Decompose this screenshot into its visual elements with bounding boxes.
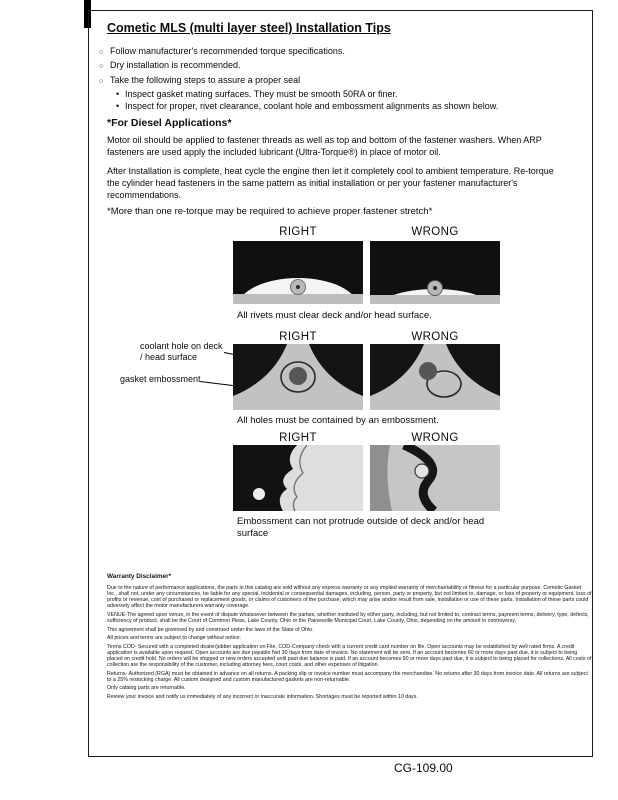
list-item-text: Take the following steps to assure a proper seal [110, 74, 301, 85]
disclaimer-heading: Warranty Disclaimer* [107, 573, 172, 580]
embossment-wrong-diagram [370, 445, 500, 511]
list-item [99, 45, 587, 59]
hollow-bullet-icon: ○ [99, 63, 104, 71]
diesel-applications-heading: *For Diesel Applications* [107, 117, 232, 129]
sub-list-item [99, 100, 587, 112]
list-item [99, 74, 587, 88]
list-item-text: Follow manufacturer's recommended torque specifications. [110, 46, 345, 56]
diagram-row1-labels [233, 226, 500, 238]
list-item [99, 59, 587, 73]
hollow-bullet-icon: ○ [99, 49, 104, 56]
retorque-note: *More than one re-torque may be required to achieve proper fastener stretch* [107, 206, 433, 217]
hollow-bullet-icon: ○ [99, 77, 104, 85]
rivet-right-diagram [233, 241, 363, 304]
diagram-row3-labels [233, 432, 500, 444]
wrong-label: WRONG [411, 432, 459, 444]
diagram-row2-panels [233, 344, 500, 410]
page-code: CG-109.00 [394, 761, 453, 775]
page-title: Cometic MLS (multi layer steel) Installation Tips [107, 21, 391, 35]
disclaimer-paragraph: VENUE-The agreed upon venue, in the event of dispute whatsoever between the parties, whether instituted by either party, including, but not limited to, contract terms, payment terms, delivery, type, defects, sufficiency of product, shall be the Court of Common Pleas, Lake County, Ohio or the Painesville Municipal Court, Lake County, Ohio, depending on the amount in controversy. [107, 611, 589, 625]
right-label: RIGHT [279, 226, 317, 238]
gasket-embossment-callout: gasket embossment [120, 374, 201, 384]
disclaimer-paragraph: Terms COD- Secured with a completed dealer/jobber application on File, COD-Company check with a current credit card number on file. Open accounts may be established by well rated firms. A credit application is available upon request. Open accounts are due payable Net 30 days from date of invoice. No statement will be sent. If an account becomes 60 or more days past due, it is subject to being placed on credit hold. No orders will be shipped or new orders accepted until past due balance is paid. If an account becomes 90 or more days past due, it is subject to being placed for collections. All costs of collection are the responsibility of the customer, including attorney fees, court costs, and other expenses of litigation. [107, 643, 592, 669]
diesel-paragraph-1: Motor oil should be applied to fastener threads as well as top and bottom of the fastener washers. When ARP fasteners are used apply the included lubricant (Ultra-Torque®) in place of motor oil. [107, 135, 542, 158]
right-label: RIGHT [279, 432, 317, 444]
rivet-wrong-diagram [370, 241, 500, 304]
coolant-hole-right-diagram [233, 344, 363, 410]
diagram-row1-panels [233, 241, 500, 304]
list-item-text: Dry installation is recommended. [110, 60, 241, 71]
sub-list-item [99, 88, 587, 100]
diagram-row2-labels [233, 331, 500, 343]
disclaimer-paragraph: All prices and terms are subject to change without notice. [107, 635, 241, 642]
diagram-row3-panels [233, 445, 500, 511]
disclaimer-paragraph: Returns- Authorized (RGA) must be obtained in advance on all returns. A packing slip or invoice number must accompany the merchandise. No returns after 30 days from invoice date. All returns are subject to a 25% restocking charge. All custom designed and custom manufactured gaskets are non-returnable. [107, 670, 588, 683]
coolant-hole-callout: coolant hole on deck / head surface [140, 341, 223, 362]
wrong-label: WRONG [411, 331, 459, 343]
warranty-disclaimer [107, 574, 592, 703]
disclaimer-paragraph: Review your invoice and notify us immediately of any incorrect or inaccurate information. Shortages must be reported within 10 days. [107, 694, 418, 700]
row3-caption: Embossment can not protrude outside of deck and/or head surface [237, 516, 485, 539]
embossment-right-diagram [233, 445, 363, 511]
disclaimer-paragraph: Only catalog parts are returnable. [107, 685, 186, 692]
installation-tips-list [99, 45, 587, 112]
right-label: RIGHT [279, 331, 317, 343]
list-item-text: Inspect gasket mating surfaces. They must be smooth 50RA or finer. [125, 88, 398, 99]
row2-caption: All holes must be contained by an embossment. [237, 415, 439, 426]
filled-bullet-icon: • [116, 88, 120, 99]
list-item-text: Inspect for proper, rivet clearance, coolant hole and embossment alignments as shown below. [125, 101, 499, 112]
wrong-label: WRONG [411, 226, 459, 238]
disclaimer-paragraph: Due to the nature of performance applications, the parts in this catalog are sold without any express warranty or any implied warranty of merchantability or fitness for a particular purpose. Cometic Gasket Inc., shall not, under any circumstances, be liable for any special, incidental or consequential damages, including, person, party or property, but not limited to, damage, or loss of property or equipment, loss of profits or revenue, cost of purchased or replacement goods, or claims of customers of the purchase, which may arise and/or result from sale, installation or use of these parts. Installation of these parts could adversely affect the motor manufacturers warranty coverage. [107, 585, 592, 610]
diesel-paragraph-2: After Installation is complete, heat cycle the engine then let it completely cool to ambient temperature. Re-torque the cylinder head fasteners in the same pattern as initial installation or per your fastener manufacturer's recommendations. [107, 166, 554, 201]
coolant-hole-wrong-diagram [370, 344, 500, 410]
disclaimer-paragraph: This agreement shall be governed by and construed under the laws of the State of Ohio. [107, 626, 314, 633]
filled-bullet-icon: • [116, 101, 120, 112]
row1-caption: All rivets must clear deck and/or head surface. [237, 310, 432, 321]
